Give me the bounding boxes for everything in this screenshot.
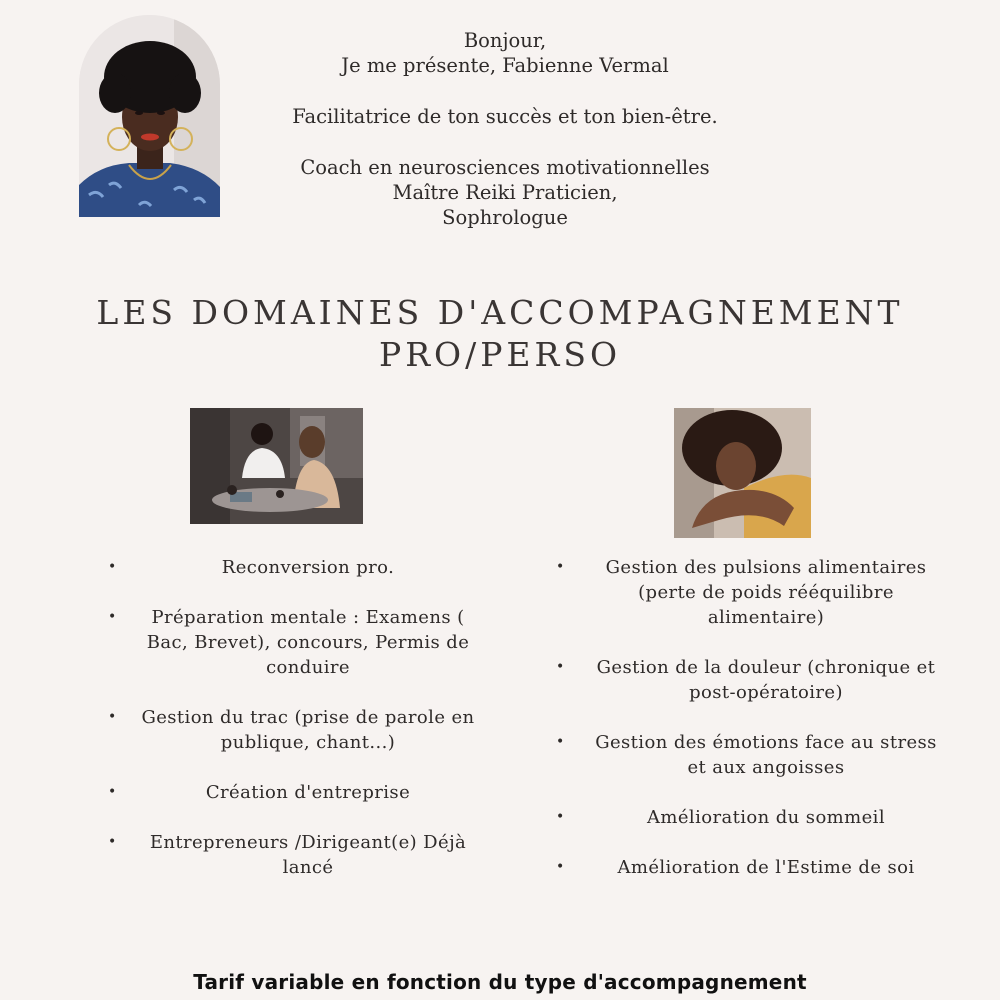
bullet-icon: • xyxy=(108,559,117,575)
pro-photo-illustration xyxy=(190,408,363,524)
bullet-icon: • xyxy=(108,609,117,625)
pro-photo xyxy=(190,408,363,524)
perso-item-emotions: Gestion des émotions face au stress et aux angoisses xyxy=(595,732,937,778)
bullet-icon: • xyxy=(108,834,117,850)
tarif-note: Tarif variable en fonction du type d'accompagnement xyxy=(193,970,807,994)
list-item xyxy=(548,730,968,780)
section-title-line1: LES DOMAINES D'ACCOMPAGNEMENT xyxy=(96,293,904,332)
pro-domains-list xyxy=(100,555,520,880)
list-item xyxy=(548,555,968,630)
perso-item-estime: Amélioration de l'Estime de soi xyxy=(617,857,915,878)
perso-item-douleur: Gestion de la douleur (chronique et post-opératoire) xyxy=(596,657,936,703)
perso-photo xyxy=(674,408,811,538)
coach-portrait xyxy=(79,15,220,217)
perso-domains-list xyxy=(548,555,968,880)
list-item xyxy=(100,555,520,580)
bullet-icon: • xyxy=(556,559,565,575)
portrait-illustration xyxy=(79,15,220,217)
perso-photo-illustration xyxy=(674,408,811,538)
bullet-icon: • xyxy=(556,859,565,875)
section-title xyxy=(80,292,920,376)
pro-item-creation-entreprise: Création d'entreprise xyxy=(205,782,411,803)
list-item xyxy=(100,830,520,880)
intro-block xyxy=(260,28,750,230)
greeting: Bonjour, xyxy=(463,29,547,52)
section-title-line2: PRO/PERSO xyxy=(378,335,622,374)
pro-item-reconversion: Reconversion pro. xyxy=(221,557,395,578)
list-item xyxy=(548,655,968,705)
bullet-icon: • xyxy=(556,734,565,750)
bullet-icon: • xyxy=(108,709,117,725)
perso-item-sommeil: Amélioration du sommeil xyxy=(647,807,885,828)
presentation: Je me présente, Fabienne Vermal xyxy=(341,54,669,77)
tagline: Facilitatrice de ton succès et ton bien-être. xyxy=(292,105,718,128)
list-item xyxy=(548,805,968,830)
pro-item-gestion-trac: Gestion du trac (prise de parole en publique, chant...) xyxy=(141,707,475,753)
pro-item-preparation-mentale: Préparation mentale : Examens ( Bac, Brevet), concours, Permis de conduire xyxy=(146,607,470,678)
pro-item-entrepreneurs: Entrepreneurs /Dirigeant(e) Déjà lancé xyxy=(149,832,467,878)
job-title-sophrologue: Sophrologue xyxy=(442,206,568,229)
perso-item-pulsions: Gestion des pulsions alimentaires (perte de poids rééquilibre alimentaire) xyxy=(605,557,927,628)
bullet-icon: • xyxy=(556,809,565,825)
list-item xyxy=(100,780,520,805)
job-title-reiki: Maître Reiki Praticien, xyxy=(392,181,618,204)
list-item xyxy=(100,605,520,680)
job-title-coach: Coach en neurosciences motivationnelles xyxy=(300,156,710,179)
bullet-icon: • xyxy=(108,784,117,800)
list-item xyxy=(548,855,968,880)
bullet-icon: • xyxy=(556,659,565,675)
list-item xyxy=(100,705,520,755)
